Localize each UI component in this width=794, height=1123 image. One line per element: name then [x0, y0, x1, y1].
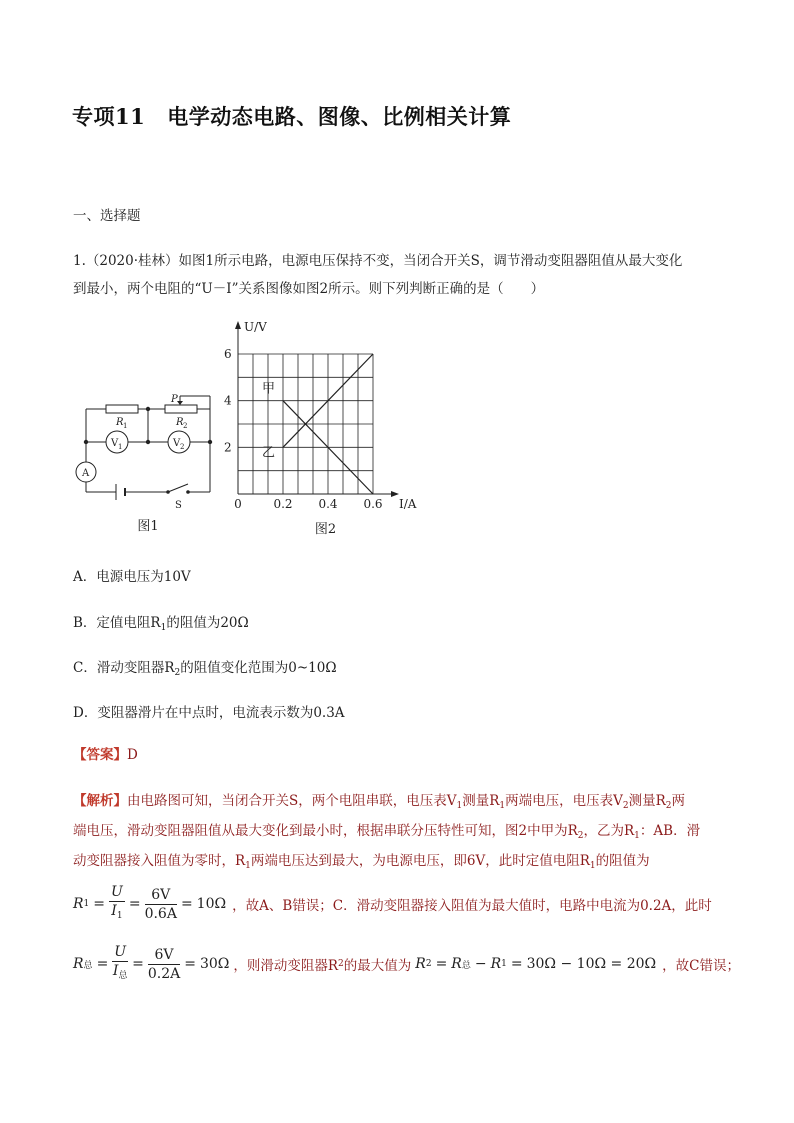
option-c-suffix: 的阻值变化范围为0~10Ω — [180, 660, 337, 676]
option-c — [73, 656, 337, 678]
f2-r: R — [73, 956, 84, 972]
f2-mid2: 的最大值为 — [343, 958, 412, 974]
x-axis-arrow — [391, 491, 399, 497]
f2-i: I — [112, 963, 119, 979]
analysis-l1c: 两端电压，电压表V — [505, 793, 623, 809]
analysis-l3-sub1: 1 — [245, 861, 251, 871]
formula-2 — [73, 944, 740, 984]
f1-eq1: = — [93, 896, 106, 912]
f2-6v: 6V — [148, 946, 180, 965]
f1-u: U — [111, 884, 123, 900]
answer-tag: 【答案】 — [73, 747, 127, 763]
label-v1-sub: 1 — [118, 443, 123, 451]
analysis-l2-sub2: 1 — [634, 831, 640, 841]
f2-frac-ui — [112, 943, 128, 985]
label-v2: V — [173, 438, 181, 449]
option-a: A．电源电压为10V — [73, 569, 191, 585]
analysis-l3c: 的阻值为 — [595, 853, 650, 869]
f1-i: I — [111, 903, 117, 919]
f1-i-sub: 1 — [116, 911, 123, 921]
f1-after: ，故A、B错误；C．滑动变阻器接入阻值为最大值时，电路中电流为0.2A，此时 — [232, 898, 712, 914]
answer — [73, 743, 138, 763]
y-axis-arrow — [235, 321, 241, 329]
f2-r4-sub: 1 — [501, 959, 507, 969]
f2-chain: 30Ω − 10Ω = 20Ω — [526, 956, 657, 972]
label-a: A — [82, 468, 90, 479]
series-label-yi: 乙 — [262, 445, 276, 461]
option-c-sub: 2 — [174, 668, 181, 678]
analysis-l2b: ，乙为R — [583, 823, 635, 839]
analysis-l1-sub4: 2 — [665, 801, 672, 811]
analysis-l3a: 动变阻器接入阻值为零时，R — [73, 853, 246, 869]
f2-u: U — [114, 944, 127, 960]
fig1-caption: 图1 — [137, 519, 159, 534]
f2-eq4: = — [435, 956, 448, 972]
answer-value: D — [127, 747, 138, 763]
f2-minus: − — [474, 956, 487, 972]
label-r1-sub: 1 — [123, 422, 128, 430]
analysis-tag: 【解析】 — [73, 793, 127, 809]
y-axis-label: U/V — [244, 320, 267, 334]
circuit-diagram — [70, 380, 230, 540]
question-line-2: 到最小，两个电阻的“U－I”关系图像如图2所示。则下列判断正确的是（ ） — [73, 281, 545, 297]
y-tick-label: 4 — [224, 393, 232, 408]
formula-1 — [73, 884, 712, 924]
analysis-l1d: 测量R — [628, 793, 666, 809]
f2-r4: R — [490, 956, 502, 972]
option-b-suffix: 的阻值为20Ω — [166, 615, 249, 631]
f1-r: R — [73, 896, 84, 912]
f2-r3-sub: 总 — [461, 960, 471, 971]
label-p: P — [171, 394, 178, 405]
option-c-text: C．滑动变阻器R — [73, 660, 175, 676]
f1-06a: 0.6A — [144, 905, 177, 922]
analysis-l1-sub1: 1 — [456, 801, 463, 811]
f1-result: 10Ω — [196, 896, 227, 912]
f2-eq2: = — [132, 956, 144, 972]
label-r2-sub: 2 — [183, 422, 188, 430]
option-b-text: B．定值电阻R — [73, 615, 161, 631]
analysis-l1-sub2: 1 — [499, 801, 506, 811]
f2-r3: R — [451, 956, 462, 972]
x-tick-label: 0.2 — [273, 497, 293, 511]
f1-6v: 6V — [145, 886, 177, 905]
f1-r-sub: 1 — [83, 899, 90, 909]
y-tick-label: 6 — [224, 347, 232, 361]
analysis-l1-sub3: 2 — [622, 801, 629, 811]
f2-i-sub: 总 — [118, 971, 128, 981]
x-axis-label: I/A — [399, 497, 417, 511]
f2-eq5: = — [510, 956, 523, 972]
x-tick-label: 0.6 — [363, 497, 383, 511]
x-tick-label: 0.4 — [318, 497, 338, 511]
label-v1: V — [111, 438, 119, 449]
y-tick-label: 2 — [224, 440, 232, 455]
label-v2-sub: 2 — [180, 443, 185, 451]
title-text: 电学动态电路、图像、比例相关计算 — [167, 104, 512, 129]
f1-eq2: = — [128, 896, 141, 912]
option-d: D．变阻器滑片在中点时，电流表示数为0.3A — [73, 705, 345, 721]
label-r2: R — [176, 417, 184, 428]
analysis-l3b: 两端电压达到最大，为电源电压，即6V，此时定值电阻R — [250, 853, 590, 869]
f2-r-sub: 总 — [83, 960, 93, 971]
label-r1: R — [116, 417, 124, 428]
f2-result: 30Ω — [199, 956, 230, 972]
f2-r2-sub: 2 — [425, 959, 432, 969]
title-number: 专项11 — [72, 104, 146, 129]
section-heading: 一、选择题 — [73, 208, 141, 224]
f2-frac-values — [148, 946, 180, 983]
question-line-1: 1.（2020·桂林）如图1所示电路，电源电压保持不变，当闭合开关S，调节滑动变阻器阻值从最大变化 — [73, 253, 683, 269]
f1-eq3: = — [180, 896, 193, 912]
analysis-l1b: 测量R — [462, 793, 500, 809]
f1-frac-values — [145, 886, 177, 923]
analysis-l3-sub2: 1 — [589, 861, 596, 871]
analysis-l2: 端电压，滑动变阻器阻值从最大变化到最小时，根据串联分压特性可知，图2中甲为R — [73, 823, 578, 839]
label-s: S — [175, 500, 182, 511]
fig2-caption: 图2 — [314, 522, 337, 537]
series-label-jia: 甲 — [262, 381, 276, 397]
f2-eq1: = — [96, 956, 109, 972]
f2-02a: 0.2A — [147, 965, 181, 982]
f2-mid-sub: 2 — [338, 959, 344, 969]
f2-r2: R — [415, 956, 426, 972]
analysis-l2-sub1: 2 — [577, 831, 584, 841]
f2-end: ，故C错误； — [662, 958, 740, 974]
option-b-sub: 1 — [160, 623, 167, 633]
ui-chart — [218, 315, 418, 541]
f1-frac-ui — [109, 883, 125, 925]
analysis-l1a: 由电路图可知，当闭合开关S，两个电阻串联，电压表V — [127, 793, 457, 809]
analysis-line-1 — [73, 789, 685, 811]
analysis-line-2 — [73, 819, 700, 841]
f2-mid: ，则滑动变阻器R — [233, 958, 339, 974]
page-title — [72, 101, 511, 131]
analysis-line-3 — [73, 849, 650, 871]
analysis-l2c: ：AB．滑 — [639, 823, 701, 839]
x-tick-label: 0 — [234, 497, 242, 511]
analysis-l1e: 两 — [671, 793, 686, 809]
f2-eq3: = — [184, 956, 196, 972]
option-b — [73, 611, 249, 633]
